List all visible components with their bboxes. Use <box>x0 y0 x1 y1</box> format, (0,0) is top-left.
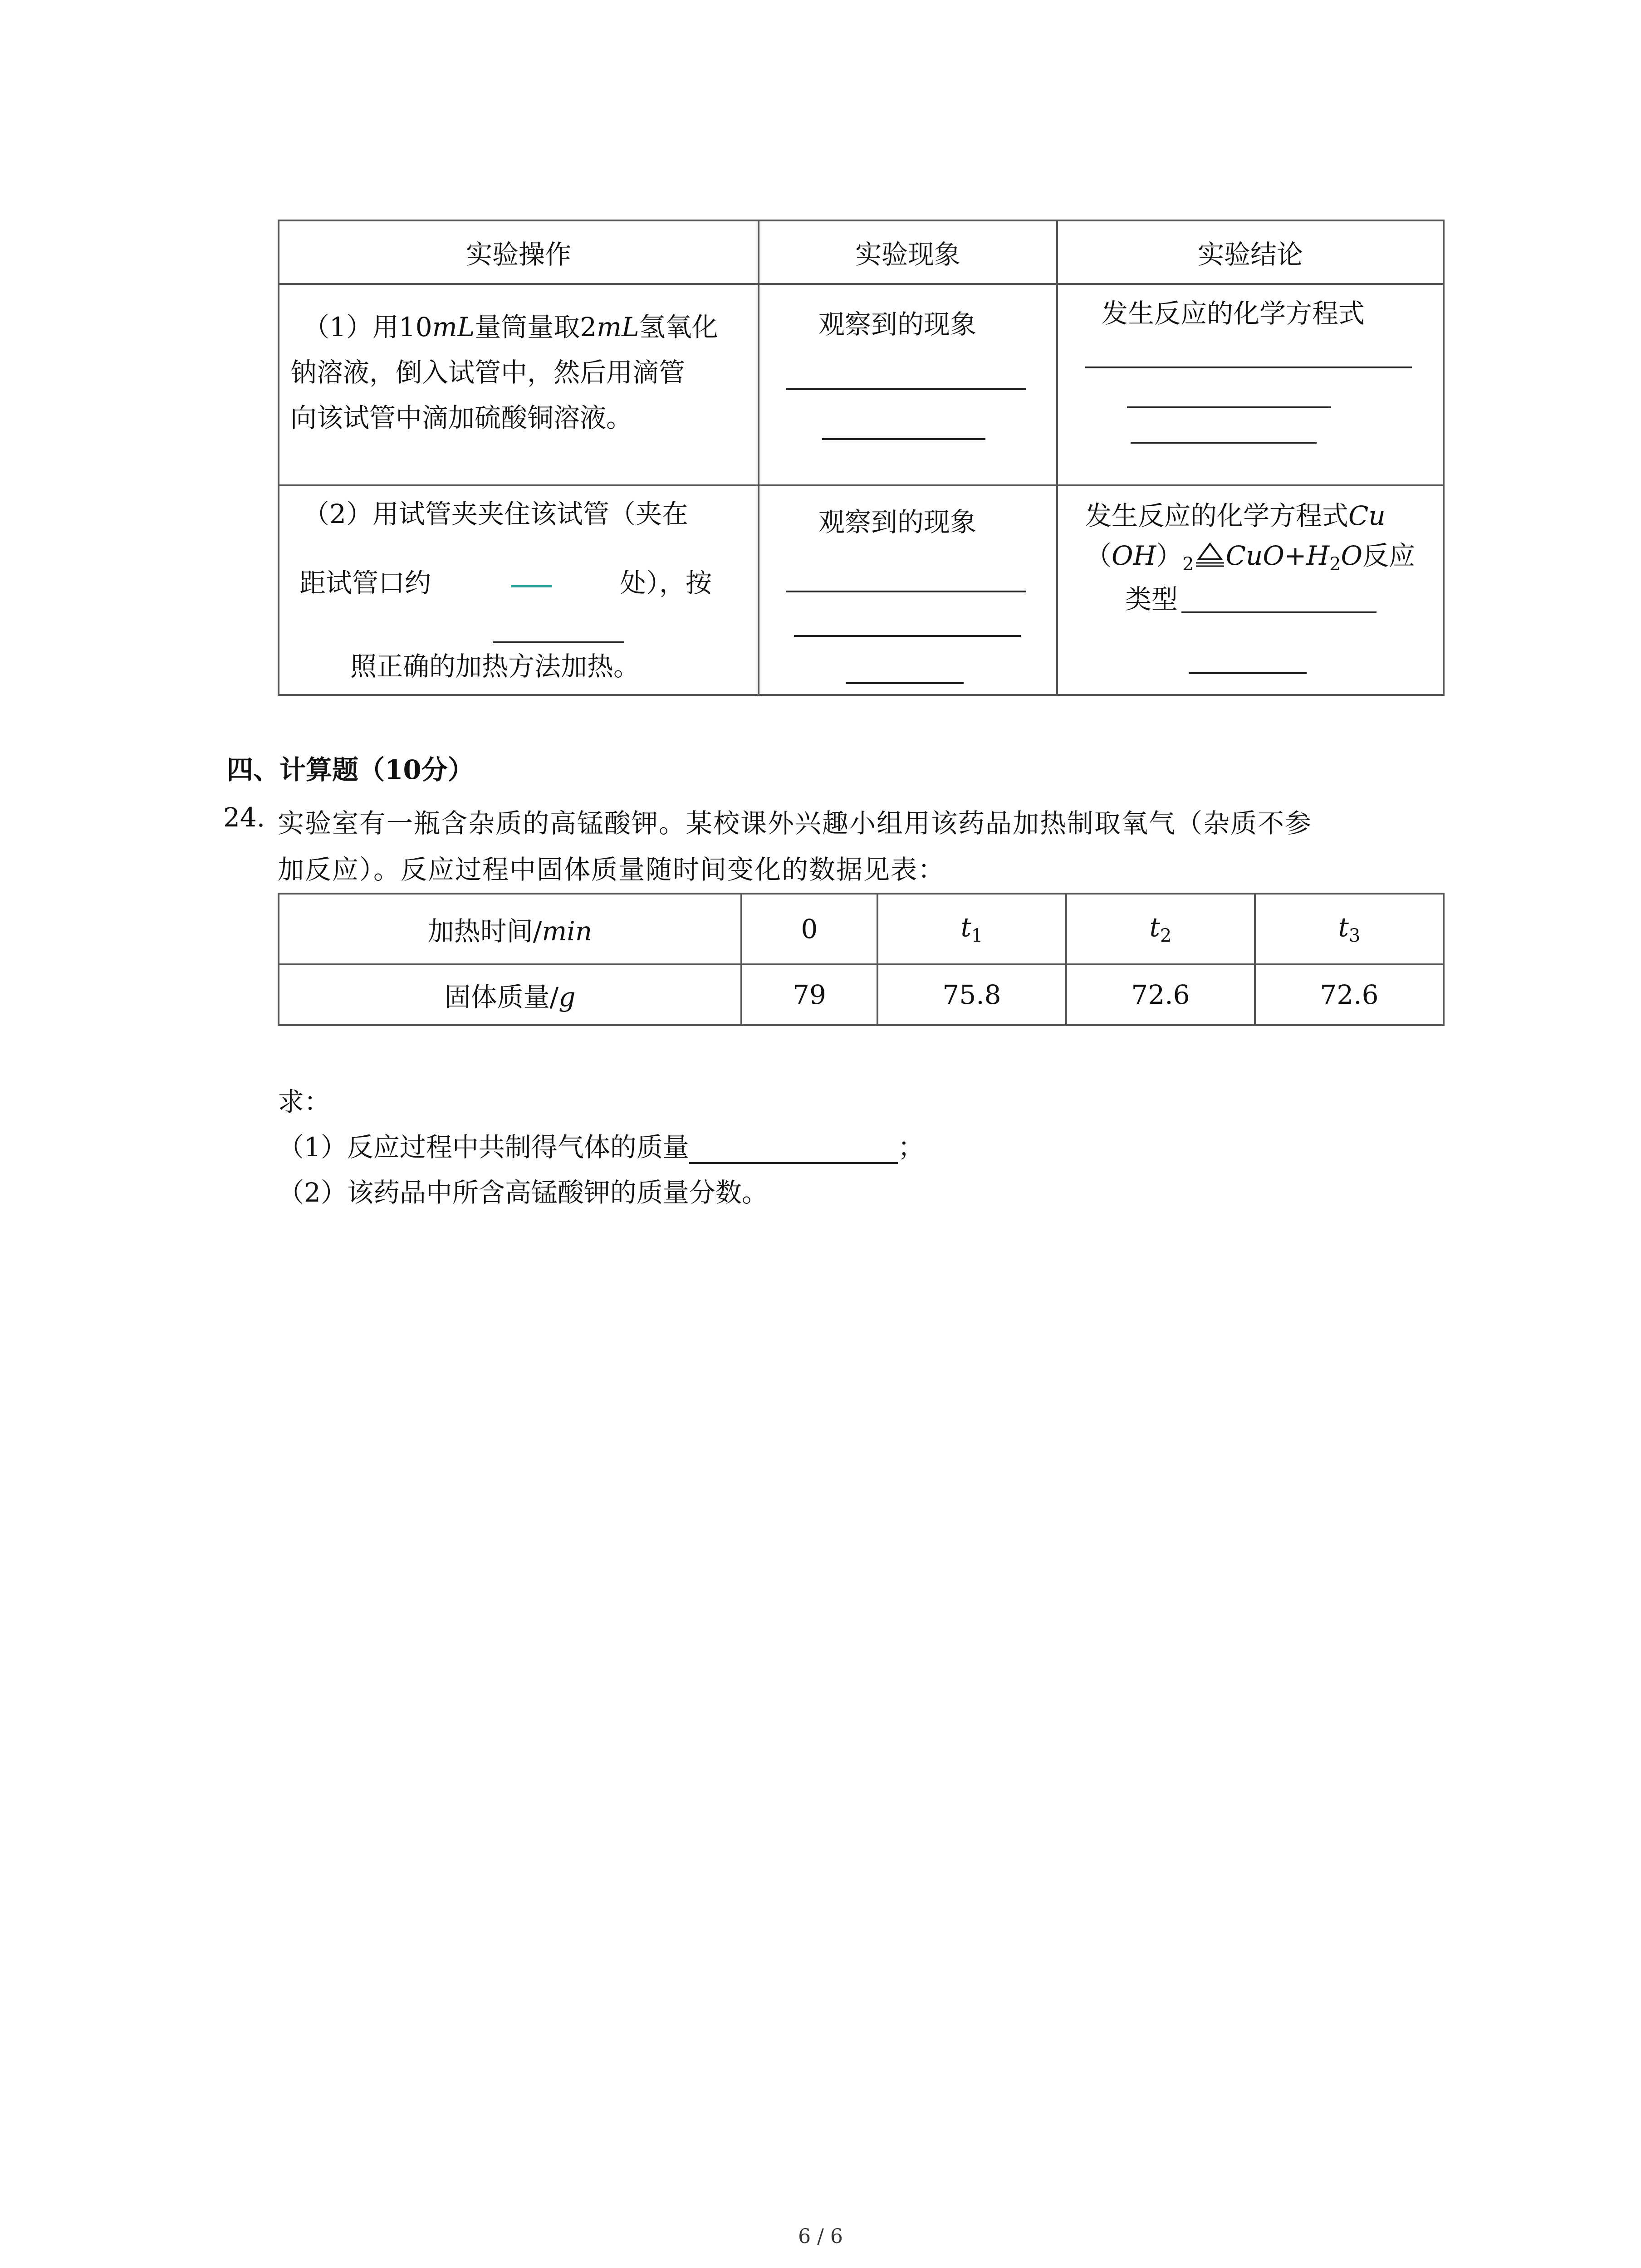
row1-phenomenon-label: 观察到的现象 <box>818 309 977 340</box>
header-conclusion: 实验结论 <box>1057 220 1444 284</box>
heat-triangle-icon <box>1194 540 1226 567</box>
row2-operation-cell <box>279 485 759 695</box>
mass-cell-0: 79 <box>741 964 877 1025</box>
row1-operation-line1: （1）用10mL量筒量取2mL氢氧化 <box>303 312 718 342</box>
row2-operation-line3: 照正确的加热方法加热。 <box>350 651 640 682</box>
ask-label: 求： <box>278 1086 331 1117</box>
row1-operation-line2: 钠溶液，倒入试管中，然后用滴管 <box>290 357 686 388</box>
row2-conclusion-line1: 发生反应的化学方程式Cu <box>1085 500 1386 531</box>
row2-operation-line2-a: 距试管口约 <box>299 567 431 598</box>
row1-conclusion-blank-3[interactable] <box>1131 442 1317 444</box>
time-cell-3: $t_3$ <box>1255 894 1444 964</box>
row1-operation-cell <box>279 284 759 485</box>
row1-conclusion-blank-1[interactable] <box>1085 367 1412 368</box>
row2-conclusion-cell <box>1057 485 1444 695</box>
row1-phenomenon-cell <box>759 284 1057 485</box>
row1-phenomenon-blank-2[interactable] <box>822 438 985 440</box>
time-cell-0: 0 <box>741 894 877 964</box>
data-table <box>278 893 1445 1026</box>
ask-item-1: （1）反应过程中共制得气体的质量 ； <box>278 1126 924 1164</box>
row1-operation-line3: 向该试管中滴加硫酸铜溶液。 <box>290 402 633 433</box>
header-phenomenon: 实验现象 <box>759 220 1057 284</box>
mass-cell-3: 72.6 <box>1255 964 1444 1025</box>
row1-phenomenon-blank-1[interactable] <box>786 388 1026 390</box>
ask-item-2: （2）该药品中所含高锰酸钾的质量分数。 <box>278 1177 768 1208</box>
data-row-time <box>279 894 1444 964</box>
row2-phenomenon-blank-1[interactable] <box>786 591 1026 592</box>
row2-answer-dash <box>511 585 552 587</box>
experiment-row-2 <box>279 485 1444 695</box>
row2-operation-line1: （2）用试管夹夹住该试管（夹在 <box>303 499 688 529</box>
row2-conclusion-blank-1[interactable] <box>1181 611 1376 613</box>
header-operation: 实验操作 <box>279 220 759 284</box>
mass-label-cell: 固体质量/g <box>279 964 741 1025</box>
mass-cell-2: 72.6 <box>1066 964 1255 1025</box>
row2-phenomenon-label: 观察到的现象 <box>818 507 977 538</box>
question-line-2: 加反应）。反应过程中固体质量随时间变化的数据见表： <box>278 854 945 885</box>
section-title: 四、计算题（10分） <box>227 754 474 785</box>
time-label-cell: 加热时间/min <box>279 894 741 964</box>
ask-item-1-blank[interactable] <box>689 1137 898 1164</box>
mass-cell-1: 75.8 <box>877 964 1066 1025</box>
experiment-table <box>278 220 1445 696</box>
row2-phenomenon-blank-2[interactable] <box>794 635 1021 637</box>
row2-conclusion-blank-2[interactable] <box>1189 672 1307 674</box>
time-cell-1: $t_1$ <box>877 894 1066 964</box>
row2-conclusion-line3: 类型 <box>1125 584 1178 615</box>
question-number: 24. <box>223 802 265 833</box>
row1-conclusion-cell <box>1057 284 1444 485</box>
row2-operation-blank[interactable] <box>493 641 624 643</box>
row1-conclusion-blank-2[interactable] <box>1127 406 1331 408</box>
row2-conclusion-line2: $(OH)_2$ $CuO+H_2O$反应 <box>1085 540 1416 575</box>
experiment-row-1 <box>279 284 1444 485</box>
page-number: 6 / 6 <box>798 2225 843 2248</box>
question-line-1: 实验室有一瓶含杂质的高锰酸钾。某校课外兴趣小组用该药品加热制取氧气（杂质不参 <box>278 808 1313 839</box>
row2-operation-line2-b: 处），按 <box>620 567 712 598</box>
experiment-table-header <box>279 220 1444 284</box>
time-cell-2: $t_2$ <box>1066 894 1255 964</box>
data-row-mass <box>279 964 1444 1025</box>
row2-phenomenon-cell <box>759 485 1057 695</box>
row1-conclusion-label: 发生反应的化学方程式 <box>1102 298 1365 329</box>
row2-phenomenon-blank-3[interactable] <box>846 682 964 684</box>
